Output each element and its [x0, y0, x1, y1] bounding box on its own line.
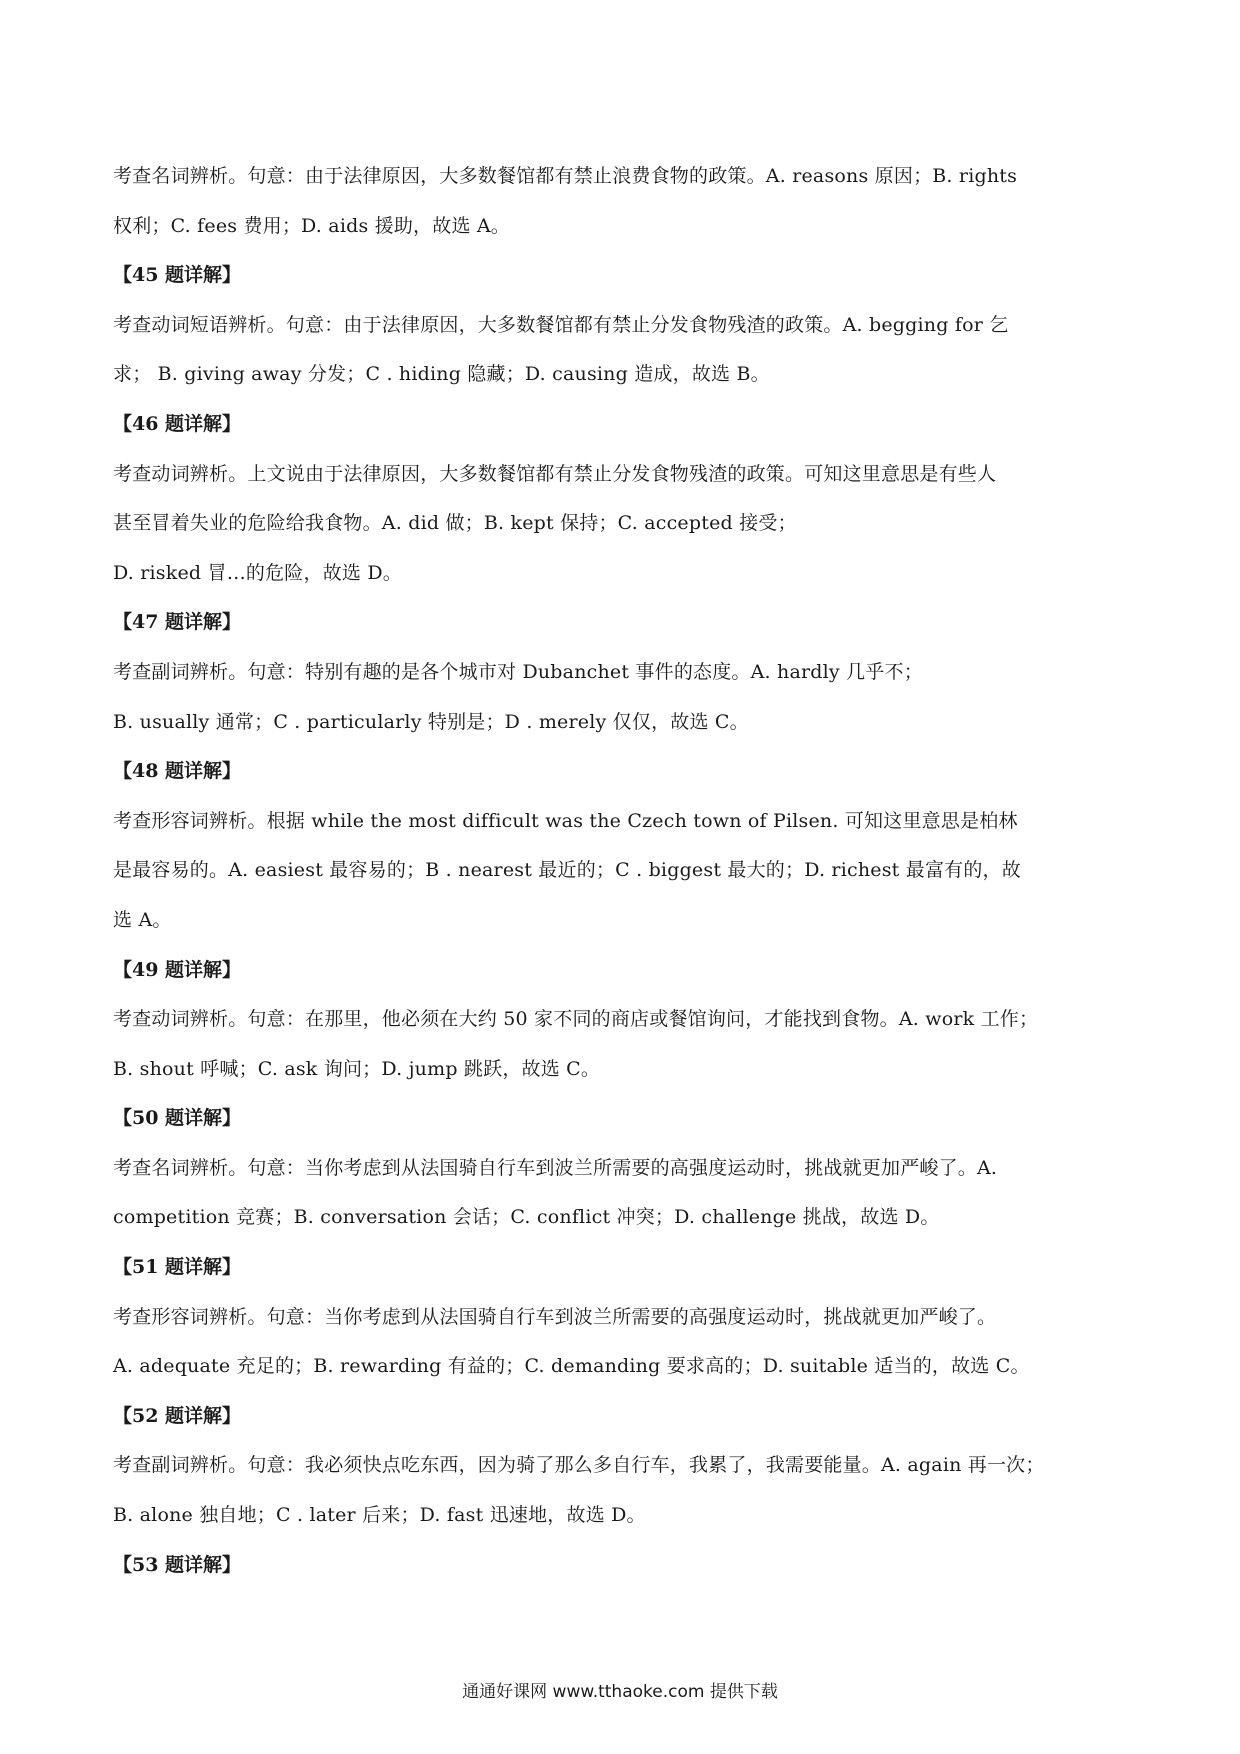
- question-46-explanation: [113, 400, 1133, 598]
- explanation-block: [113, 152, 1133, 251]
- section-heading: 【51 题详解】: [113, 1256, 242, 1279]
- text-line: 考查副词辨析。句意：我必须快点吃东西，因为骑了那么多自行车，我累了，我需要能量。A. again 再一次；: [113, 1454, 1045, 1477]
- section-heading: 【52 题详解】: [113, 1404, 242, 1427]
- page-footer: 通通好课网 www.tthaoke.com 提供下载: [462, 1682, 778, 1702]
- section-heading: 【45 题详解】: [113, 264, 242, 287]
- section-heading: 【50 题详解】: [113, 1107, 242, 1130]
- text-line: competition 竞赛；B. conversation 会话；C. conflict 冲突；D. challenge 挑战，故选 D。: [113, 1206, 940, 1229]
- text-line: B. alone 独自地；C . later 后来；D. fast 迅速地，故选 D。: [113, 1504, 646, 1527]
- text-line: 考查动词辨析。上文说由于法律原因，大多数餐馆都有禁止分发食物残渣的政策。可知这里意思是有些人: [113, 462, 997, 485]
- question-51-explanation: [113, 1243, 1133, 1392]
- question-47-explanation: [113, 598, 1133, 747]
- question-48-explanation: [113, 747, 1133, 945]
- text-line: B. shout 呼喊；C. ask 询问；D. jump 跳跃，故选 C。: [113, 1057, 601, 1080]
- text-line: 考查形容词辨析。句意：当你考虑到从法国骑自行车到波兰所需要的高强度运动时，挑战就更加严峻了。: [113, 1305, 997, 1328]
- section-heading: 【46 题详解】: [113, 412, 242, 435]
- text-line: 甚至冒着失业的危险给我食物。A. did 做；B. kept 保持；C. accepted 接受；: [113, 512, 797, 535]
- text-line: 是最容易的。A. easiest 最容易的；B . nearest 最近的；C . biggest 最大的；D. richest 最富有的，故: [113, 859, 1021, 882]
- section-heading: 【53 题详解】: [113, 1553, 242, 1576]
- text-line: D. risked 冒…的危险，故选 D。: [113, 561, 402, 584]
- text-line: B. usually 通常；C . particularly 特别是；D . merely 仅仅，故选 C。: [113, 710, 749, 733]
- text-line: 考查名词辨析。句意：由于法律原因，大多数餐馆都有禁止浪费食物的政策。A. reasons 原因；B. rights: [113, 165, 1018, 187]
- text-line: 求； B. giving away 分发；C . hiding 隐藏；D. causing 造成，故选 B。: [113, 363, 770, 386]
- section-heading: 【49 题详解】: [113, 958, 242, 981]
- section-heading: 【47 题详解】: [113, 611, 242, 634]
- question-50-explanation: [113, 1094, 1133, 1243]
- document-body: [113, 152, 1133, 1590]
- question-49-explanation: [113, 946, 1133, 1095]
- text-line: 权利；C. fees 费用；D. aids 援助，故选 A。: [113, 214, 511, 237]
- text-line: A. adequate 充足的；B. rewarding 有益的；C. demanding 要求高的；D. suitable 适当的，故选 C。: [113, 1355, 1030, 1378]
- text-line: 选 A。: [113, 908, 172, 931]
- text-line: 考查形容词辨析。根据 while the most difficult was the Czech town of Pilsen. 可知这里意思是柏林: [113, 809, 1018, 832]
- text-line: 考查动词辨析。句意：在那里，他必须在大约 50 家不同的商店或餐馆询问，才能找到食物。A. work 工作；: [113, 1008, 1039, 1031]
- text-line: 考查名词辨析。句意：当你考虑到从法国骑自行车到波兰所需要的高强度运动时，挑战就更加严峻了。A.: [113, 1156, 998, 1179]
- text-line: 考查副词辨析。句意：特别有趣的是各个城市对 Dubanchet 事件的态度。A. hardly 几乎不；: [113, 660, 923, 683]
- question-52-explanation: [113, 1392, 1133, 1541]
- section-heading: 【48 题详解】: [113, 760, 242, 783]
- question-45-explanation: [113, 251, 1133, 400]
- question-53-explanation: [113, 1541, 1133, 1591]
- text-line: 考查动词短语辨析。句意：由于法律原因，大多数餐馆都有禁止分发食物残渣的政策。A. begging for 乞: [113, 313, 1009, 336]
